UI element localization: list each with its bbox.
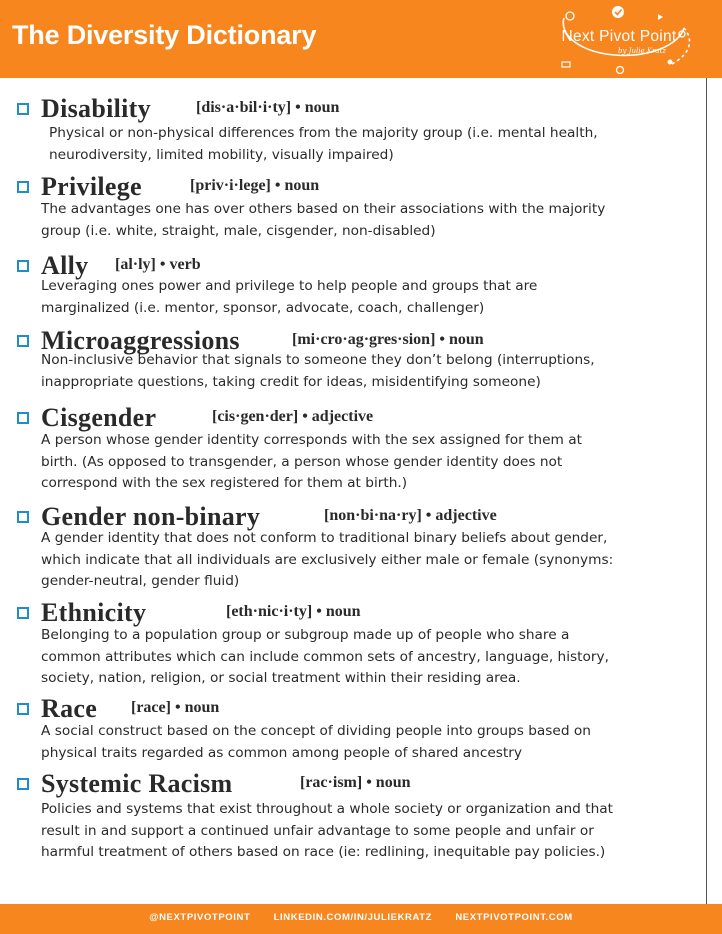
entry-pronunciation: [eth·nic·i·ty] • noun [226,603,361,620]
definition-line: Non-inclusive behavior that signals to someone they don’t belong (interruptions, [41,352,595,368]
entry-definition [41,350,595,393]
definition-line: The advantages one has over others based on their associations with the majority [41,201,606,217]
entry-definition [41,276,537,319]
checkbox-icon[interactable] [17,778,29,790]
footer-handle-link[interactable]: @NEXTPIVOTPOINT [149,912,251,923]
definition-line: gender-neutral, gender fluid) [41,573,240,589]
entry-definition [41,625,609,690]
logo-text: Next Pivot Point [561,28,677,45]
checkbox-icon[interactable] [17,181,29,193]
definition-line: marginalized (i.e. mentor, sponsor, advocate, coach, challenger) [41,299,485,316]
entry-pronunciation: [dis·a·bil·i·ty] • noun [196,99,340,116]
entry-definition [41,799,613,864]
footer-bar [0,904,722,934]
definition-line: neurodiversity, limited mobility, visually impaired) [49,146,394,163]
definition-line: society, nation, religion, or social treatment within their residing area. [41,670,521,686]
header-bar [0,0,722,78]
definition-line: A gender identity that does not conform to traditional binary beliefs about gender, [41,530,608,546]
entry-term: Microaggressions [41,326,240,355]
entry-definition [41,430,582,495]
logo [534,4,702,74]
entry-definition [41,199,605,242]
definition-line: harmful treatment of others based on race (ie: redlining, inequitable pay policies.) [41,844,606,860]
checkbox-icon[interactable] [17,335,29,347]
definition-line: birth. (As opposed to transgender, a person whose gender identity does not [41,453,563,470]
entry-pronunciation: [cis·gen·der] • adjective [212,408,374,425]
entry-term: Privilege [41,172,142,201]
entry-term: Disability [41,94,151,123]
entry-term: Cisgender [41,403,157,432]
page-title: The Diversity Dictionary [12,20,317,50]
checkbox-icon[interactable] [17,412,29,424]
checkbox-icon[interactable] [17,703,29,715]
entry-pronunciation: [mi·cro·ag·gres·sion] • noun [292,331,484,348]
checkbox-icon[interactable] [17,511,29,523]
definition-line: A person whose gender identity corresponds with the sex assigned for them at [41,432,582,448]
footer-linkedin-link[interactable]: LINKEDIN.COM/IN/JULIEKRATZ [273,912,433,923]
entry-pronunciation: [race] • noun [131,699,220,716]
entry-definition [49,123,598,166]
definition-line: A social construct based on the concept of dividing people into groups based on [41,723,591,739]
entry-term: Gender non-binary [41,502,261,531]
definition-line: Physical or non-physical differences from the majority group (i.e. mental health, [49,125,598,141]
checkbox-icon[interactable] [17,260,29,272]
definition-line: Policies and systems that exist throughout a whole society or organization and that [41,801,614,817]
definition-line: group (i.e. white, straight, male, cisgender, non-disabled) [41,222,436,239]
entry-term: Systemic Racism [41,769,233,798]
definition-line: Belonging to a population group or subgroup made up of people who share a [41,627,570,643]
entry-definition [41,721,591,764]
footer-website-link[interactable]: NEXTPIVOTPOINT.COM [455,912,573,923]
definition-line: which indicate that all individuals are exclusively either male or female (synonyms: [41,551,614,568]
logo-subtitle: by Julie Kratz [618,47,667,55]
entry-pronunciation: [al·ly] • verb [115,256,201,273]
entry-term: Ally [41,251,89,280]
footer-links [0,912,722,923]
checkbox-icon[interactable] [17,607,29,619]
definition-line: result in and support a continued unfair advantage to some people and unfair or [41,822,594,839]
definition-line: inappropriate questions, taking credit for ideas, misidentifying someone) [41,373,541,390]
definition-line: physical traits regarded as common among people of shared ancestry [41,744,523,761]
entry-term: Ethnicity [41,598,147,627]
entry-definition [41,528,613,593]
entry-pronunciation: [rac·ism] • noun [300,774,411,791]
entry-term: Race [41,694,98,723]
entry-pronunciation: [non·bi·na·ry] • adjective [324,507,497,524]
entry-pronunciation: [priv·i·lege] • noun [190,177,320,194]
definition-line: correspond with the sex registered for them at birth.) [41,475,408,491]
checkbox-icon[interactable] [17,103,29,115]
right-border [706,78,707,904]
definition-line: Leveraging ones power and privilege to help people and groups that are [41,278,538,294]
definition-line: common attributes which can include common sets of ancestry, language, history, [41,648,609,665]
